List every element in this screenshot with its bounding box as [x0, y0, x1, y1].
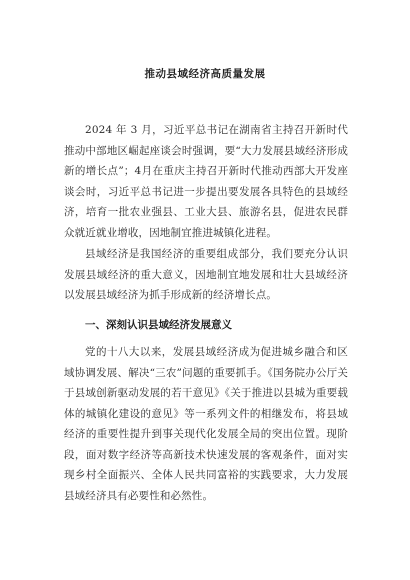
body-paragraph-2: [64, 244, 348, 306]
document-title: 推动县域经济高质量发展: [144, 68, 266, 80]
paragraph-text: 2024 年 3 月，习近平总书记在湖南省主持召开新时代推动中部地区崛起座谈会时强调，要“大力发展县域经济形成新的增长点”；4月在重庆主持召开新时代推动西部大开发座谈会时，习近平总书记进一步提出要发展各具特色的县域经济，培育一批农业强县、工业大县、旅游名县，促进农民群众就近就业增收，因地制宜推进城镇化进程。: [64, 124, 348, 239]
body-paragraph-1: [64, 120, 348, 243]
body-paragraph-3: [64, 342, 348, 506]
paragraph-text: 县域经济是我国经济的重要组成部分，我们要充分认识发展县域经济的重大意义，因地制宜地发展和壮大县域经济以发展县域经济为抓手形成新的经济增长点。: [64, 248, 348, 301]
section-heading: 一、深刻认识县域经济发展意义: [85, 319, 232, 331]
paragraph-text: 党的十八大以来，发展县域经济成为促进城乡融合和区域协调发展、解决“三农”问题的重要抓手。《国务院办公厅关于县域创新驱动发展的若干意见》《关于推进以县城为重要载体的城镇化建设的意见》等一系列文件的相继发布，将县域经济的重要性提升到事关现代化发展全局的突出位置。现阶段，面对数字经济等高新技术快速发展的客观条件，面对实现乡村全面振兴、全体人民共同富裕的实践要求，大力发展县域经济具有必要性和必然性。: [64, 346, 348, 502]
